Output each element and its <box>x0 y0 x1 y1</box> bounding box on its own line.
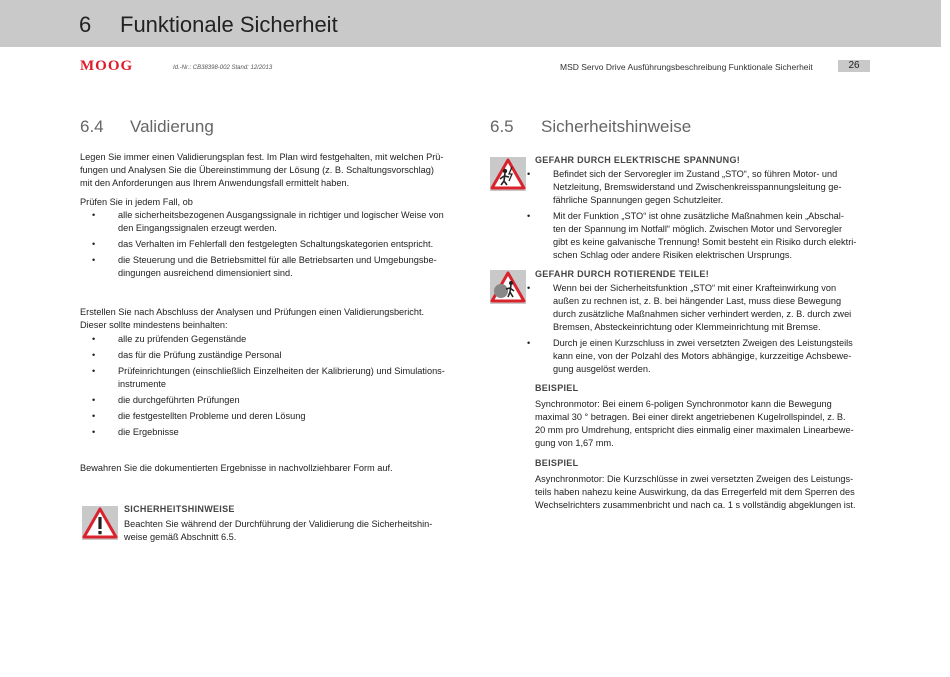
bullet: • <box>92 350 96 360</box>
bullet: • <box>527 211 531 221</box>
example-line: teils haben nahezu keine Auswirkung, da das Erregerfeld mit dem Sperren des <box>535 487 855 497</box>
bullet: • <box>527 338 531 348</box>
list-item-text: Befindet sich der Servoregler im Zustand „STO“, so führen Motor- und <box>553 169 838 179</box>
list-item-text: die durchgeführten Prüfungen <box>118 395 240 405</box>
rotating-parts-warning-icon <box>490 270 526 304</box>
list-item-text: das Verhalten im Fehlerfall den festgelegten Schaltungskategorien entspricht. <box>118 239 434 249</box>
example-title: BEISPIEL <box>535 383 579 393</box>
notice-line: Beachten Sie während der Durchführung der Validierung die Sicherheitshin- <box>124 519 433 529</box>
list-item-text: Durch je einen Kurzschluss in zwei versetzten Zweigen des Leistungsteils <box>553 338 853 348</box>
document-title: MSD Servo Drive Ausführungsbeschreibung Funktionale Sicherheit <box>560 62 813 72</box>
danger-rotating-title: GEFAHR DURCH ROTIERENDE TEILE! <box>535 269 710 279</box>
document-id: Id.-Nr.: CB38398-002 Stand: 12/2013 <box>173 65 273 71</box>
bullet: • <box>92 427 96 437</box>
moog-logo: MOOG <box>80 58 134 74</box>
list-item-text: alle sicherheitsbezogenen Ausgangssignale in richtiger und logischer Weise von <box>118 210 444 220</box>
list-item-text: alle zu prüfenden Gegenstände <box>118 334 247 344</box>
example-line: gung von 1,67 mm. <box>535 438 614 448</box>
check-intro: Prüfen Sie in jedem Fall, ob <box>80 197 193 207</box>
section-title-right: Sicherheitshinweise <box>541 117 692 136</box>
list-item-text: das für die Prüfung zuständige Personal <box>118 350 282 360</box>
section-title-left: Validierung <box>130 117 214 136</box>
section-number-left: 6.4 <box>80 117 104 136</box>
list-item-text: Netzleitung, Bremswiderstand und Zwischenkreisspannungsleitung ge- <box>553 182 842 192</box>
list-item-text: Prüfeinrichtungen (einschließlich Einzelheiten der Kalibrierung) und Simulations- <box>118 366 445 376</box>
bullet: • <box>92 255 96 265</box>
example-line: 20 mm pro Umdrehung, entspricht dies einmalig einer maximalen Linearbewe- <box>535 425 854 435</box>
bullet: • <box>92 395 96 405</box>
electric-shock-warning-icon <box>490 157 526 191</box>
intro-line: Legen Sie immer einen Validierungsplan fest. Im Plan wird festgehalten, mit welchen Prü- <box>80 152 444 162</box>
bullet: • <box>92 366 96 376</box>
example-line: Asynchronmotor: Die Kurzschlüsse in zwei versetzten Zweigen des Leistungs- <box>535 474 854 484</box>
notice-line: weise gemäß Abschnitt 6.5. <box>124 532 237 542</box>
section-number-right: 6.5 <box>490 117 514 136</box>
list-item-text: gung ausgelöst werden. <box>553 364 651 374</box>
example-line: maximal 30 ° betragen. Bei einer direkt angetriebenen Kugelrollspindel, z. B. <box>535 412 846 422</box>
list-item-text: Bremsen, Absteckeinrichtung oder Klemmeinrichtung mit Bremse. <box>553 322 821 332</box>
chapter-title: Funktionale Sicherheit <box>120 12 338 37</box>
list-item-text: die Steuerung und die Betriebsmittel für alle Betriebsarten und Umgebungsbe- <box>118 255 437 265</box>
intro-line: mit den Anforderungen aus Ihrem Anwendungsfall ermittelt haben. <box>80 178 350 188</box>
list-item-text: gibt es keine galvanische Trennung! Somit besteht ein Risiko durch elektri- <box>553 237 857 247</box>
list-item-text: instrumente <box>118 379 167 389</box>
warning-exclamation-icon <box>82 506 118 540</box>
list-item-text: dingungen ausreichend dimensioniert sind. <box>118 268 293 278</box>
bullet: • <box>92 334 96 344</box>
bullet: • <box>92 210 96 220</box>
bullet: • <box>527 283 531 293</box>
intro-line: fungen und Analysen Sie die Übereinstimmung der Lösung (z. B. Schaltungsvorschlag) <box>80 165 434 175</box>
list-item-text: fährliche Spannungen gegen Schutzleiter. <box>553 195 724 205</box>
list-item-text: ten der Spannung im Notfall“ möglich. Zwischen Motor und Servoregler <box>553 224 843 234</box>
notice-title: SICHERHEITSHINWEISE <box>124 504 235 514</box>
list-item-text: kann eine, von der Polzahl des Motors abhängige, kurzzeitige Achsbewe- <box>553 351 852 361</box>
example-title: BEISPIEL <box>535 458 579 468</box>
list-item-text: Wenn bei der Sicherheitsfunktion „STO“ mit einer Krafteinwirkung von <box>553 283 837 293</box>
list-item-text: den Eingangssignalen erzeugt werden. <box>118 223 277 233</box>
list-item-text: schen Schlag oder andere Risiken elektrischen Ursprungs. <box>553 250 793 260</box>
chapter-number: 6 <box>79 12 92 37</box>
example-line: Wechselrichters zusammenbricht und nach ca. 1 s vollständig abgeklungen ist. <box>535 500 856 510</box>
danger-electric-title: GEFAHR DURCH ELEKTRISCHE SPANNUNG! <box>535 155 741 165</box>
list-item-text: Mit der Funktion „STO“ ist ohne zusätzliche Maßnahmen kein „Abschal- <box>553 211 844 221</box>
example-line: Synchronmotor: Bei einem 6-poligen Synchronmotor kann die Bewegung <box>535 399 832 409</box>
page-number: 26 <box>838 60 870 72</box>
list-item-text: durch zusätzliche Maßnahmen sicher verhindert werden, z. B. durch zwei <box>553 309 852 319</box>
report-line: Dieser sollte mindestens beinhalten: <box>80 320 228 330</box>
list-item-text: die festgestellten Probleme und deren Lösung <box>118 411 306 421</box>
bullet: • <box>527 169 531 179</box>
report-line: Erstellen Sie nach Abschluss der Analysen und Prüfungen einen Validierungsbericht. <box>80 307 425 317</box>
closing-text: Bewahren Sie die dokumentierten Ergebnisse in nachvollziehbarer Form auf. <box>80 463 393 473</box>
bullet: • <box>92 411 96 421</box>
list-item-text: die Ergebnisse <box>118 427 179 437</box>
list-item-text: außen zu rechnen ist, z. B. bei hängender Last, muss diese Bewegung <box>553 296 842 306</box>
bullet: • <box>92 239 96 249</box>
